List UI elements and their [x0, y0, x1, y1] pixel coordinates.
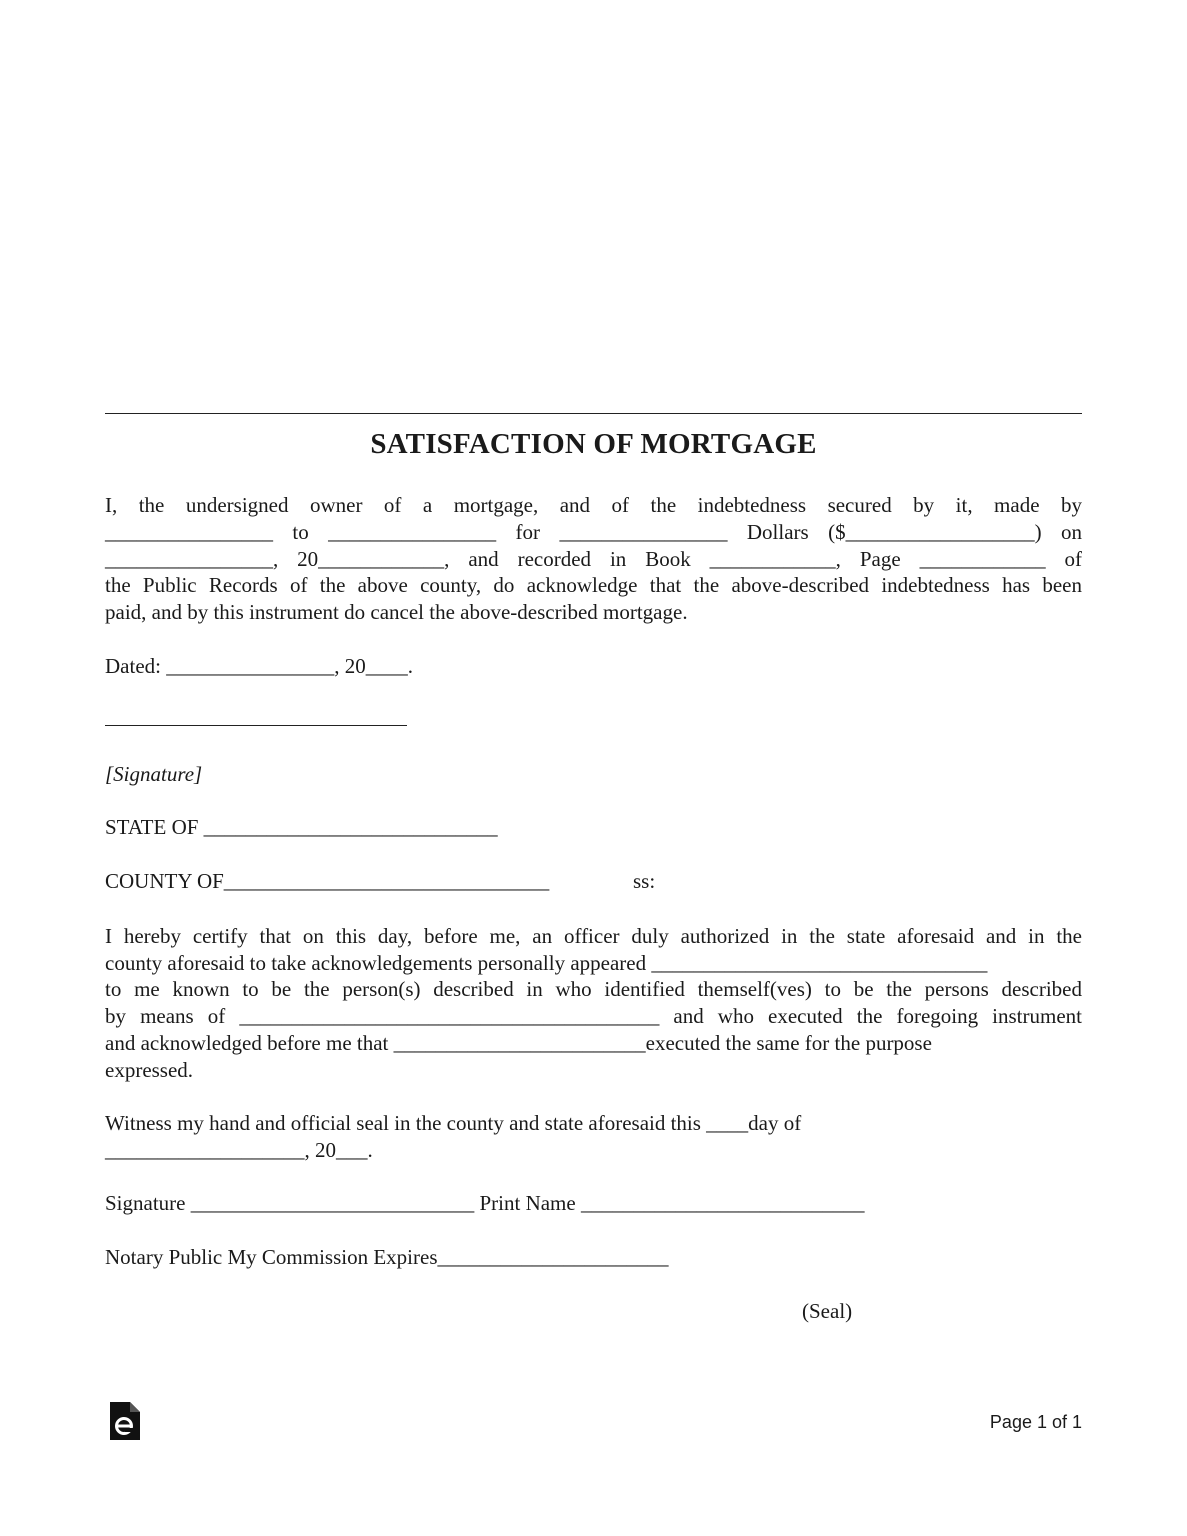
para2-line6: expressed.	[105, 1058, 194, 1082]
para1-line2: ________________ to ________________ for ________________ Dollars ($__________________) on	[105, 520, 1082, 544]
para2-line5: and acknowledged before me that ________________________executed the same for the purpose	[105, 1031, 932, 1055]
document-title: SATISFACTION OF MORTGAGE	[370, 428, 817, 460]
para1-line1: I, the undersigned owner of a mortgage, and of the indebtedness secured by it, made by	[105, 493, 1082, 517]
para2-line2: county aforesaid to take acknowledgements personally appeared ________________________________	[105, 951, 988, 975]
signature-label: [Signature]	[105, 762, 203, 786]
eforms-logo-icon	[110, 1402, 140, 1440]
seal-label: (Seal)	[802, 1299, 853, 1323]
witness-line2: ___________________, 20___.	[105, 1138, 373, 1162]
para2-line3: to me known to be the person(s) described in who identified themself(ves) to be the persons described	[105, 977, 1082, 1001]
witness-line1: Witness my hand and official seal in the county and state aforesaid this ____day of	[105, 1111, 802, 1135]
dated-line: Dated: ________________, 20____.	[105, 654, 413, 678]
para1-line5: paid, and by this instrument do cancel the above-described mortgage.	[105, 600, 688, 624]
para1-line3: ________________, 20____________, and recorded in Book ____________, Page ____________ of	[105, 547, 1082, 571]
para2-line1: I hereby certify that on this day, before me, an officer duly authorized in the state aforesaid and in the	[105, 924, 1082, 948]
notary-line: Notary Public My Commission Expires______________________	[105, 1245, 669, 1269]
state-of-line: STATE OF ____________________________	[105, 815, 498, 839]
para1-line4: the Public Records of the above county, do acknowledge that the above-described indebtedness has been	[105, 573, 1082, 597]
top-rule	[105, 413, 1082, 414]
para2-line4: by means of ________________________________________ and who executed the foregoing instrument	[105, 1004, 1082, 1028]
county-of-line: COUNTY OF_______________________________	[105, 869, 550, 893]
ss-label: ss:	[633, 869, 656, 893]
page-number: Page 1 of 1	[989, 1412, 1082, 1432]
signature-print-line: Signature ___________________________ Print Name ___________________________	[105, 1191, 865, 1215]
signature-line	[105, 725, 407, 726]
